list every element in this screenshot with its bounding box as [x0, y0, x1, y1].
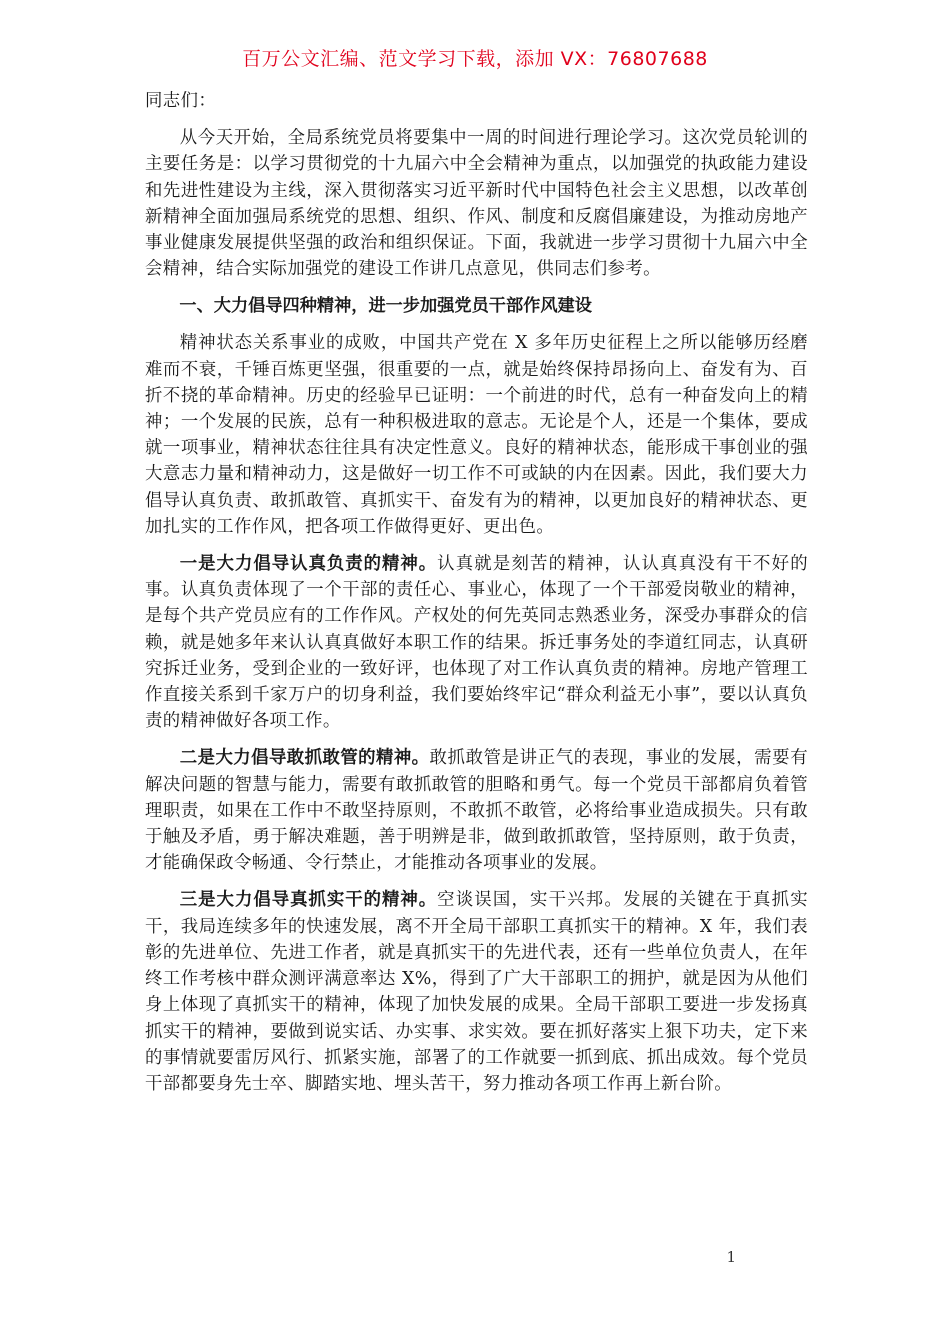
point-3-lead: 三是大力倡导真抓实干的精神。 — [179, 890, 438, 911]
section-1-paragraph: 精神状态关系事业的成败，中国共产党在 X 多年历史征程上之所以能够历经磨难而不衰，千锤百炼更坚强，很重要的一点，就是始终保持昂扬向上、奋发有为、百折不挠的革命精神。历史的经验早已证明：一个前进的时代，总有一种奋发向上的精神；一个发展的民族，总有一种积极进取的意志。无论是个人，还是一个集体，要成就一项事业，精神状态往往具有决定性意义。良好的精神状态，能形成干事创业的强大意志力量和精神动力，这是做好一切工作不可或缺的内在因素。因此，我们要大力倡导认真负责、敢抓敢管、真抓实干、奋发有为的精神，以更加良好的精神状态、更加扎实的工作作风，把各项工作做得更好、更出色。 — [145, 333, 808, 537]
point-2-paragraph — [145, 745, 808, 876]
page-number: 1 — [726, 1248, 736, 1266]
point-1-paragraph — [145, 551, 808, 734]
point-2-text: 敢抓敢管是讲正气的表现，事业的发展，需要有解决问题的智慧与能力，需要有敢抓敢管的胆略和勇气。每一个党员干部都肩负着管理职责，如果在工作中不敢坚持原则，不敢抓不敢管，必将给事业造成损失。只有敢于触及矛盾，勇于解决难题，善于明辨是非，做到敢抓敢管，坚持原则，敢于负责，才能确保政令畅通、令行禁止，才能推动各项事业的发展。 — [145, 748, 808, 874]
salutation: 同志们： — [145, 91, 217, 111]
point-1-lead: 一是大力倡导认真负责的精神。 — [179, 554, 438, 575]
point-2-lead: 二是大力倡导敢抓敢管的精神。 — [179, 748, 430, 769]
download-watermark-header: 百万公文汇编、范文学习下载，添加 VX：76807688 — [242, 48, 708, 70]
point-1-text: 认真就是刻苦的精神，认认真真没有干不好的事。认真负责体现了一个干部的责任心、事业心，体现了一个干部爱岗敬业的精神，是每个共产党员应有的工作作风。产权处的何先英同志熟悉业务，深受办事群众的信赖，就是她多年来认认真真做好本职工作的结果。拆迁事务处的李道红同志，认真研究拆迁业务，受到企业的一致好评，也体现了对工作认真负责的精神。房地产管理工作直接关系到千家万户的切身利益，我们要始终牢记“群众利益无小事”，要以认真负责的精神做好各项工作。 — [145, 554, 808, 732]
point-3-text: 空谈误国，实干兴邦。发展的关键在于真抓实干，我局连续多年的快速发展，离不开全局干部职工真抓实干的精神。X 年，我们表彰的先进单位、先进工作者，就是真抓实干的先进代表，还有一些单位负责人，在年终工作考核中群众测评满意率达 X%，得到了广大干部职工的拥护，就是因为从他们身上体现了真抓实干的精神，体现了加快发展的成果。全局干部职工要进一步发扬真抓实干的精神，要做到说实话、办实事、求实效。要在抓好落实上狠下功夫，定下来的事情就要雷厉风行、抓紧实施，部署了的工作就要一抓到底、抓出成效。每个党员干部都要身先士卒、脚踏实地、埋头苦干，努力推动各项工作再上新台阶。 — [145, 890, 808, 1094]
document-body — [145, 88, 808, 1108]
point-3-paragraph — [145, 887, 808, 1097]
intro-paragraph: 从今天开始，全局系统党员将要集中一周的时间进行理论学习。这次党员轮训的主要任务是：以学习贯彻党的十九届六中全会精神为重点，以加强党的执政能力建设和先进性建设为主线，深入贯彻落实习近平新时代中国特色社会主义思想，以改革创新精神全面加强局系统党的思想、组织、作风、制度和反腐倡廉建设，为推动房地产事业健康发展提供坚强的政治和组织保证。下面，我就进一步学习贯彻十九届六中全会精神，结合实际加强党的建设工作讲几点意见，供同志们参考。 — [145, 128, 808, 280]
section-heading-1: 一、大力倡导四种精神，进一步加强党员干部作风建设 — [179, 296, 592, 317]
